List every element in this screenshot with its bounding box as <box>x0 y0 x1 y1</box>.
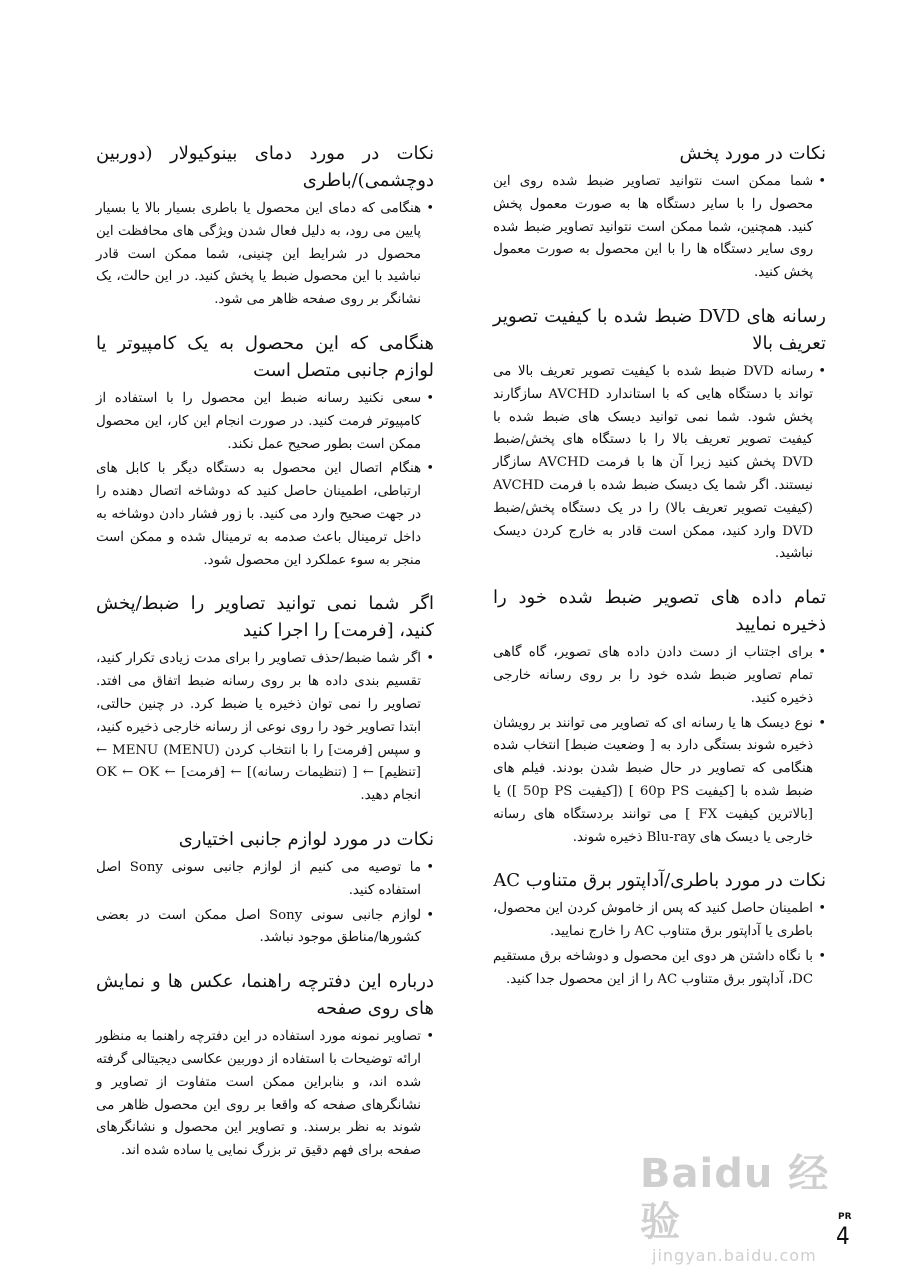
page-number: 4 <box>836 1222 850 1250</box>
section-heading: هنگامی که این محصول به یک کامپیوتر یا لوازم جانبی متصل است <box>96 332 434 381</box>
section-heading: نکات در مورد پخش <box>679 143 826 164</box>
section-temperature <box>96 140 434 312</box>
list-item: • هنگام اتصال این محصول به دستگاه دیگر با کابل های ارتباطی، اطمینان حاصل کنید که دوشاخه اتصال دهنده را در جهت صحیح وارد می کنید. با زور فشار دادن دوشاخه به داخل ترمینال باعث صدمه به ترمینال شده و ممکن است منجر به سوء عملکرد این محصول شود. <box>96 458 434 572</box>
section-save-data <box>493 584 826 849</box>
list-item: • لوازم جانبی سونی Sony اصل ممکن است در بعضی کشورها/مناطق موجود نباشد. <box>96 905 434 951</box>
section-heading: نکات در مورد دمای بینوکیولار (دوربین دوچشمی)/باطری <box>96 143 434 191</box>
section-format <box>96 590 434 808</box>
bullet-list <box>493 361 826 566</box>
list-item: • اطمینان حاصل کنید که پس از خاموش کردن این محصول، باطری یا آداپتور برق متناوب AC را خارج نمایید. <box>493 898 826 944</box>
section-dvd-media <box>493 303 826 566</box>
bullet-list <box>96 388 434 572</box>
watermark-brand: Baidu 经验 <box>640 1151 830 1245</box>
watermark-url: jingyan.baidu.com <box>652 1246 817 1265</box>
baidu-watermark <box>640 1150 840 1265</box>
section-battery-adapter <box>493 867 826 991</box>
list-item: • اگر شما ضبط/حذف تصاویر را برای مدت زیادی تکرار کنید، تقسیم بندی داده ها بر روی رسانه ضبط اتفاق می افتد. تصاویر را نمی توان ذخیره یا ضبط کرد. در چنین حالتی، ابتدا تصاویر خود را روی نوعی از رسانه خارجی ذخیره کنید، و سپس [فرمت] را با انتخاب کردن MENU (MENU) ← [تنظیم] ← [ (تنظیمات رسانه)] ← [فرمت] ← OK ← OK انجام دهید. <box>96 648 434 808</box>
list-item: • نوع دیسک ها یا رسانه ای که تصاویر می توانند بر رویشان ذخیره شوند بستگی دارد به [ وضعیت ضبط] انتخاب شده هنگامی که تصاویر در حال ضبط شدن بودند. فیلم های ضبط شده با [کیفیت 60p PS ] ([کیفیت 50p PS ]) یا [بالاترین کیفیت FX ] می توانند بردستگاه های رسانه خارجی یا دیسک های Blu-ray ذخیره شوند. <box>493 713 826 850</box>
list-item: • شما ممکن است نتوانید تصاویر ضبط شده روی این محصول را با سایر دستگاه ها به صورت معمول پخش کنید. همچنین، شما ممکن است نتوانید تصاویر ضبط شده روی سایر دستگاه ها را با این محصول به صورت معمول پخش کنید. <box>493 171 826 285</box>
list-item: • هنگامی که دمای این محصول یا باطری بسیار بالا یا بسیار پایین می رود، به دلیل فعال شدن ویژگی های محافظت این محصول در شرایط این چنینی، شما ممکن است قادر نباشید با این محصول ضبط یا پخش کنید. در این حالت، یک نشانگر بر روی صفحه ظاهر می شود. <box>96 198 434 312</box>
list-item: • تصاویر نمونه مورد استفاده در این دفترچه راهنما به منظور ارائه توضیحات با استفاده از دوربین عکاسی دیجیتالی گرفته شده اند، و بنابراین ممکن است متفاوت از تصاویر و نشانگرهای صفحه که واقعا بر روی این محصول ظاهر می شوند به نظر برسند. و تصاویر این محصول و نشانگرهای صفحه برای فهم دقیق تر بزرگ نمایی یا ساده شده اند. <box>96 1026 434 1163</box>
section-computer-connection <box>96 330 434 572</box>
section-heading: نکات در مورد باطری/آداپتور برق متناوب AC <box>493 870 826 892</box>
list-item: • برای اجتناب از دست دادن داده های تصویر، گاه گاهی تمام تصاویر ضبط شده خود را بر روی رسانه خارجی ذخیره کنید. <box>493 642 826 710</box>
left-column <box>96 140 434 1181</box>
bullet-list <box>96 198 434 312</box>
bullet-list <box>493 642 826 849</box>
bullet-list <box>96 1026 434 1163</box>
list-item: • ما توصیه می کنیم از لوازم جانبی سونی Sony اصل استفاده کنید. <box>96 857 434 903</box>
language-code: PR <box>838 1212 852 1222</box>
bullet-list <box>96 648 434 808</box>
section-heading: نکات در مورد لوازم جانبی اختیاری <box>178 828 434 850</box>
list-item: • سعی نکنید رسانه ضبط این محصول را با استفاده از کامپیوتر فرمت کنید. در صورت انجام این کار، این محصول ممکن است بطور صحیح عمل نکند. <box>96 388 434 456</box>
section-heading: رسانه های DVD ضبط شده با کیفیت تصویر تعریف بالا <box>493 305 827 354</box>
bullet-list <box>96 857 434 950</box>
section-about-manual <box>96 968 434 1163</box>
section-playback-notes <box>493 140 826 285</box>
list-item: • رسانه DVD ضبط شده با کیفیت تصویر تعریف بالا می تواند با دستگاه هایی که با استاندارد AVCHD سازگارند پخش شود. شما نمی توانید دیسک های ضبط شده با کیفیت تصویر تعریف بالا را با دستگاه های پخش/ضبط DVD پخش کنید زیرا آن ها با فرمت AVCHD سازگار نیستند. اگر شما یک دیسک ضبط شده با فرمت AVCHD (کیفیت تصویر تعریف بالا) را در یک دستگاه پخش/ضبط DVD وارد کنید، ممکن است قادر به خارج کردن دیسک نباشید. <box>493 361 826 566</box>
section-heading: درباره این دفترچه راهنما، عکس ها و نمایش های روی صفحه <box>96 971 434 1020</box>
bullet-list <box>493 898 826 991</box>
section-heading: تمام داده های تصویر ضبط شده خود را ذخیره نمایید <box>493 587 826 636</box>
section-heading: اگر شما نمی توانید تصاویر را ضبط/پخش کنید، [فرمت] را اجرا کنید <box>96 593 434 642</box>
list-item: • با نگاه داشتن هر دوی این محصول و دوشاخه برق مستقیم DC، آداپتور برق متناوب AC را از این محصول جدا کنید. <box>493 946 826 992</box>
right-column <box>493 140 826 1010</box>
bullet-list <box>493 171 826 285</box>
section-optional-accessories <box>96 826 434 950</box>
